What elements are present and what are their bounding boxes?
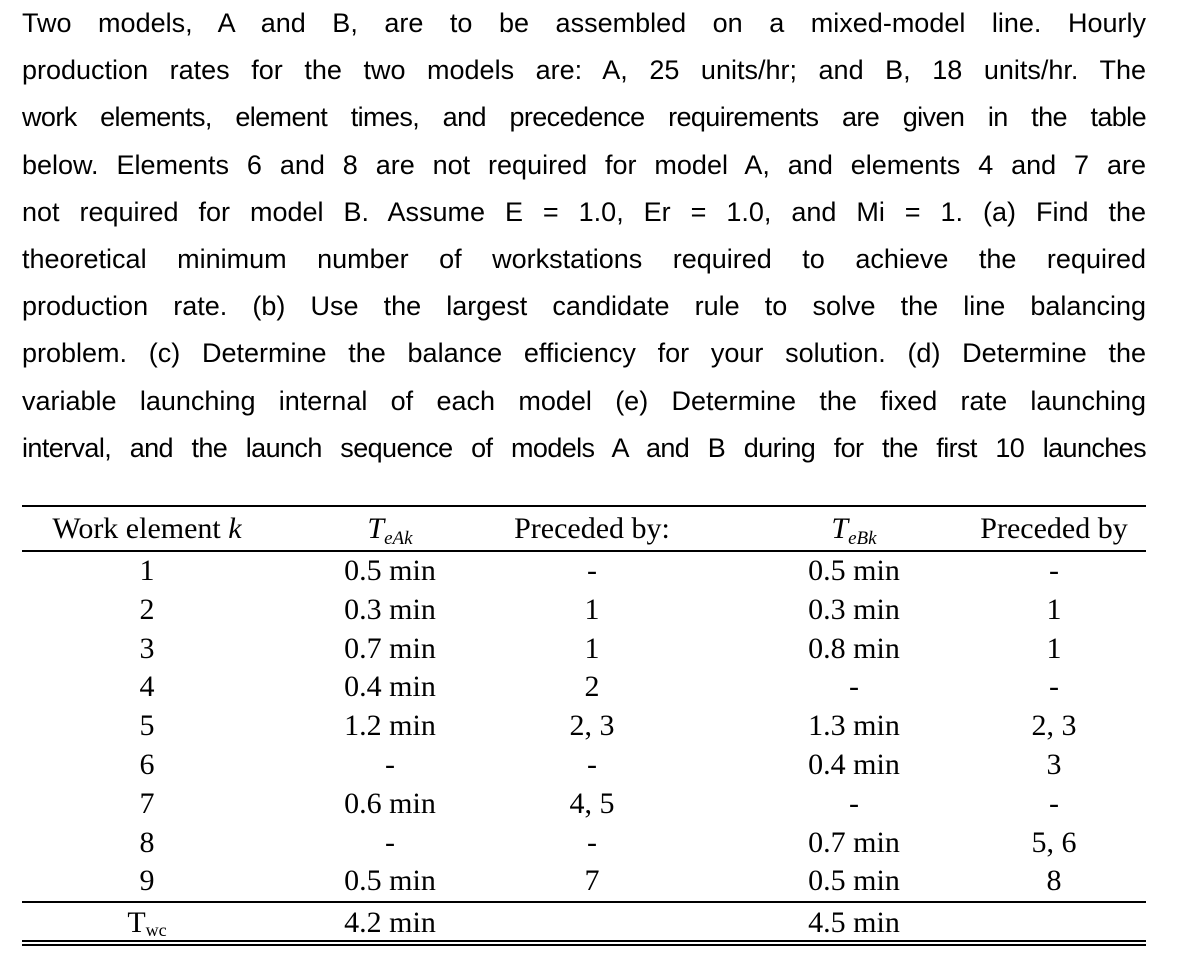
- table-header-row: [22, 509, 1146, 549]
- cell-k: 4: [139, 670, 155, 704]
- problem-line-1: Two models, A and B, are to be assembled on a mixed-model line. Hourly: [22, 8, 1146, 38]
- header-work-element-label: Work element: [52, 512, 221, 545]
- cell-preceded-b: 1: [1046, 592, 1062, 626]
- cell-total-tea: 4.2 min: [344, 906, 436, 939]
- table-row: [22, 862, 1146, 901]
- cell-k: 7: [139, 786, 155, 820]
- cell-tea: 0.4 min: [344, 670, 436, 704]
- cell-preceded-b: 8: [1046, 864, 1062, 898]
- cell-k: 5: [139, 709, 155, 743]
- work-element-table: [22, 505, 1146, 945]
- cell-tea: 0.5 min: [344, 554, 436, 587]
- cell-preceded-b: 3: [1046, 747, 1062, 781]
- header-work-element-var: k: [228, 512, 242, 545]
- cell-tea: 0.3 min: [344, 592, 436, 626]
- cell-total-teb: 4.5 min: [808, 906, 900, 939]
- cell-preceded-b: 5, 6: [1031, 825, 1077, 859]
- cell-preceded-a: 1: [584, 592, 600, 626]
- header-preceded-b: Preceded by: [980, 512, 1128, 545]
- problem-line-7: production rate. (b) Use the largest candidate rule to solve the line balancing: [22, 291, 1146, 322]
- header-tea-sub: eAk: [384, 528, 413, 549]
- cell-teb: 0.5 min: [808, 554, 900, 587]
- problem-line-9: variable launching internal of each model (e) Determine the fixed rate launching: [22, 385, 1146, 416]
- table-row: [22, 552, 1146, 591]
- cell-teb: 1.3 min: [808, 709, 900, 743]
- table-total-row: [22, 905, 1146, 941]
- cell-teb: 0.7 min: [808, 825, 900, 859]
- table-top-rule: [22, 505, 1146, 507]
- cell-preceded-b: 2, 3: [1031, 709, 1077, 743]
- cell-preceded-a: 1: [584, 631, 600, 665]
- cell-preceded-b: -: [1049, 670, 1059, 704]
- table-total-rule: [22, 901, 1146, 903]
- total-label-base: T: [127, 906, 146, 939]
- cell-preceded-a: 4, 5: [569, 786, 615, 820]
- problem-line-10: interval, and the launch sequence of models A and B during for the first 10 launches: [22, 432, 1146, 463]
- table-row: [22, 630, 1146, 669]
- cell-k: 2: [139, 592, 155, 626]
- header-work-element: [22, 509, 272, 549]
- total-label-sub: wc: [145, 920, 167, 940]
- cell-tea: 0.6 min: [344, 786, 436, 820]
- table-body: [22, 552, 1146, 901]
- cell-preceded-a: -: [587, 554, 597, 587]
- header-preceded-a: Preceded by:: [514, 512, 670, 545]
- cell-preceded-b: -: [1049, 554, 1059, 587]
- cell-teb: -: [849, 670, 859, 704]
- cell-k: 3: [139, 631, 155, 665]
- cell-k: 9: [139, 864, 155, 898]
- cell-k: 8: [139, 825, 155, 859]
- cell-tea: -: [385, 825, 395, 859]
- cell-teb: -: [849, 786, 859, 820]
- cell-k: 6: [139, 747, 155, 781]
- cell-preceded-a: -: [587, 747, 597, 781]
- table-row: [22, 785, 1146, 824]
- table-row: [22, 591, 1146, 630]
- table-row: [22, 707, 1146, 746]
- problem-line-8: problem. (c) Determine the balance efficiency for your solution. (d) Determine the: [22, 338, 1146, 369]
- cell-total-label: [22, 905, 272, 948]
- problem-line-6: theoretical minimum number of workstations required to achieve the required: [22, 243, 1146, 274]
- cell-tea: 0.7 min: [344, 631, 436, 665]
- problem-statement: [22, 0, 1146, 472]
- cell-preceded-a: 2, 3: [569, 709, 615, 743]
- table-row: [22, 746, 1146, 785]
- cell-tea: 1.2 min: [344, 709, 436, 743]
- cell-teb: 0.5 min: [808, 864, 900, 898]
- problem-line-3: work elements, element times, and precedence requirements are given in the table: [22, 102, 1146, 133]
- table-row: [22, 824, 1146, 863]
- table-row: [22, 668, 1146, 707]
- cell-tea: -: [385, 747, 395, 781]
- header-teb-base: T: [831, 512, 849, 545]
- cell-teb: 0.3 min: [808, 592, 900, 626]
- cell-preceded-b: -: [1049, 786, 1059, 820]
- cell-teb: 0.4 min: [808, 747, 900, 781]
- cell-k: 1: [139, 554, 155, 587]
- header-tea-base: T: [367, 512, 385, 545]
- problem-line-5: not required for model B. Assume E = 1.0, Er = 1.0, and Mi = 1. (a) Find the: [22, 196, 1146, 227]
- cell-teb: 0.8 min: [808, 631, 900, 665]
- cell-tea: 0.5 min: [344, 864, 436, 898]
- header-teb-sub: eBk: [848, 528, 877, 549]
- problem-line-4: below. Elements 6 and 8 are not required for model A, and elements 4 and 7 are: [22, 149, 1146, 180]
- problem-line-2: production rates for the two models are: A, 25 units/hr; and B, 18 units/hr. The: [22, 55, 1146, 86]
- cell-preceded-b: 1: [1046, 631, 1062, 665]
- cell-preceded-a: -: [587, 825, 597, 859]
- cell-preceded-a: 2: [584, 670, 600, 704]
- cell-preceded-a: 7: [584, 864, 600, 898]
